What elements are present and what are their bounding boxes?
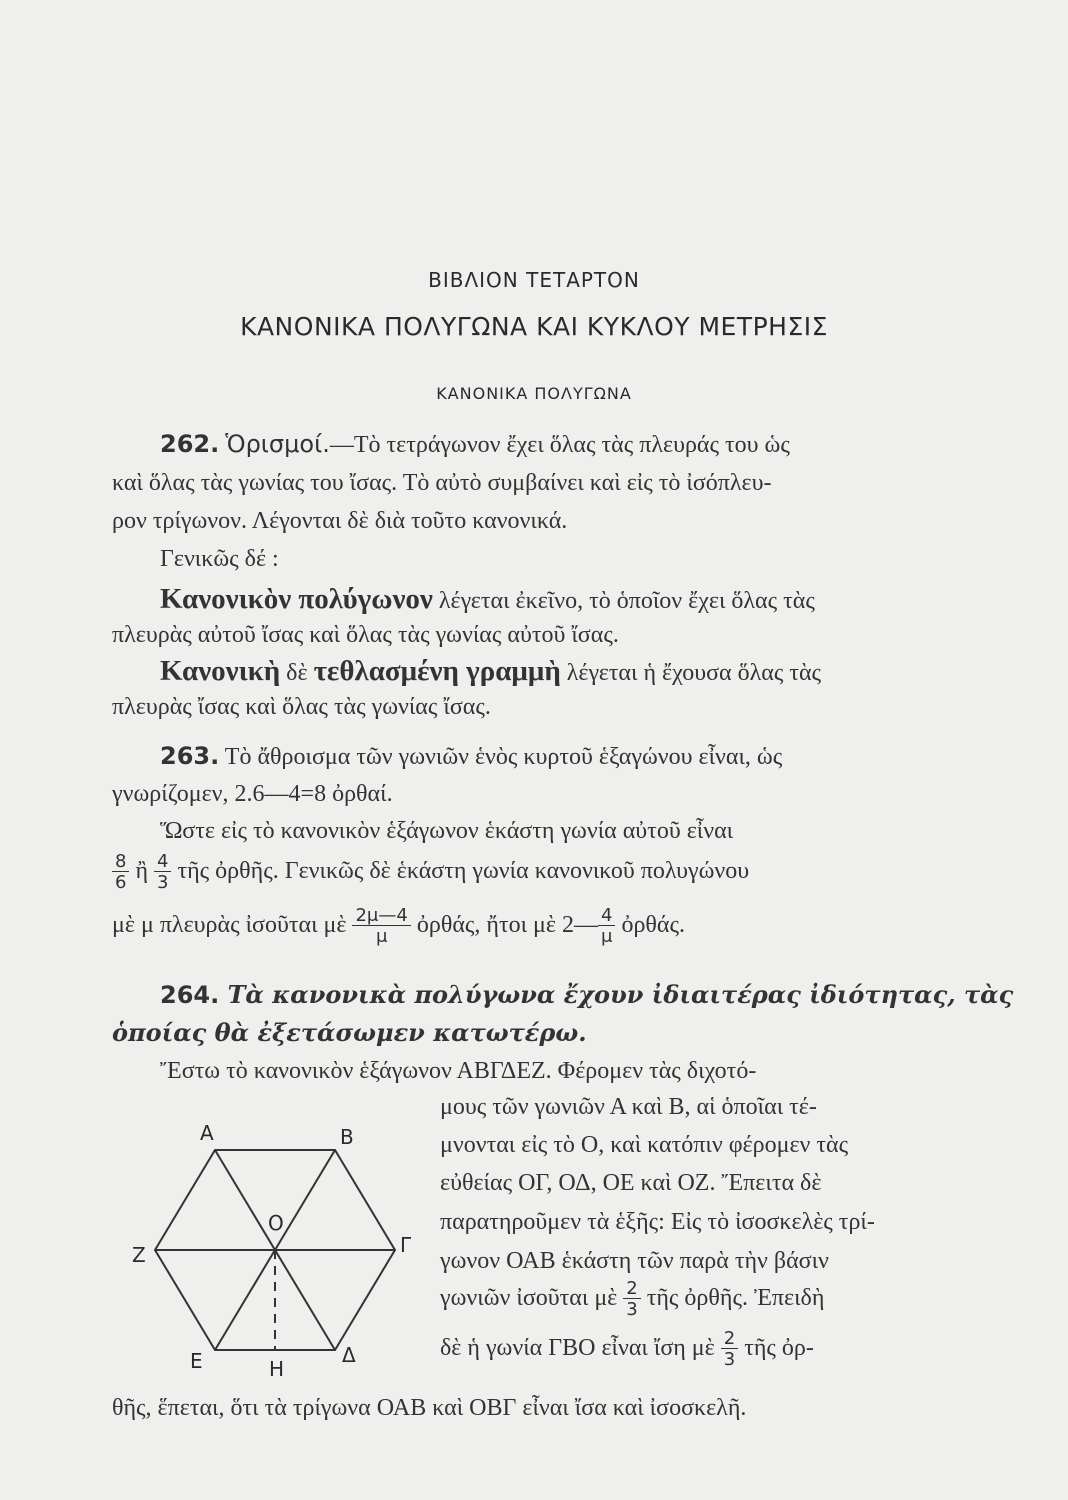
numerator: 4 bbox=[598, 907, 615, 926]
definition-polyline bbox=[160, 655, 821, 688]
definition-polygon-line2: πλευρὰς αὐτοῦ ἴσας καὶ ὅλας τὰς γωνίας αὐτοῦ ἴσας. bbox=[112, 622, 619, 648]
para-264-r5: γωνον ΟΑΒ ἑκάστη τῶν παρὰ τὴν βάσιν bbox=[440, 1248, 829, 1274]
denominator: 3 bbox=[723, 1349, 736, 1370]
para-264-last: θῆς, ἕπεται, ὅτι τὰ τρίγωνα ΟΑΒ καὶ ΟΒΓ εἶναι ἴσα καὶ ἰσοσκελῆ. bbox=[112, 1395, 747, 1421]
para-264-heading-line2 bbox=[112, 1018, 587, 1048]
label-Z: Ζ bbox=[132, 1243, 146, 1267]
para-264-r4: παρατηροῦμεν τὰ ἑξῆς: Εἰς τὸ ἰσοσκελὲς τρί- bbox=[440, 1209, 875, 1235]
text: Τὸ ἄθροισμα τῶν γωνιῶν ἑνὸς κυρτοῦ ἑξαγώνου εἶναι, ὡς bbox=[219, 744, 783, 770]
denominator: μ bbox=[601, 926, 613, 947]
term-regular-polygon: Κανονικὸν πολύγωνον bbox=[160, 583, 433, 615]
para-262-line3: ρον τρίγωνον. Λέγονται δὲ διὰ τοῦτο κανονικά. bbox=[112, 508, 568, 534]
fraction-2mu-4-mu bbox=[352, 907, 410, 946]
text: ὀρθάς, ἤτοι μὲ 2— bbox=[410, 912, 598, 939]
label-H: Η bbox=[269, 1357, 285, 1380]
numerator: 2 bbox=[623, 1280, 640, 1299]
numerator: 2 bbox=[721, 1330, 738, 1349]
text: δὲ bbox=[280, 660, 314, 686]
denominator: μ bbox=[375, 926, 388, 947]
label-A: Α bbox=[200, 1121, 214, 1145]
text: τῆς ὀρθῆς. Γενικῶς δὲ ἑκάστη γωνία κανονικοῦ πολυγώνου bbox=[171, 858, 750, 885]
section-number-262: 262. bbox=[160, 430, 220, 458]
numerator: 8 bbox=[112, 853, 129, 872]
para-263-line3: Ὥστε εἰς τὸ κανονικὸν ἑξάγωνον ἑκάστη γωνία αὐτοῦ εἶναι bbox=[160, 818, 734, 844]
definition-polygon bbox=[160, 583, 815, 616]
para-264-heading bbox=[160, 980, 1013, 1010]
fraction-4-3 bbox=[154, 853, 171, 892]
text: ὁποίας θὰ ἐξετάσωμεν κατωτέρω. bbox=[112, 1018, 587, 1047]
para-264-intro: Ἔστω τὸ κανονικὸν ἑξάγωνον ΑΒΓΔΕΖ. Φέρομεν τὰς διχοτό- bbox=[160, 1058, 757, 1084]
text: μὲ μ πλευρὰς ἰσοῦται μὲ bbox=[112, 912, 353, 939]
para-264-r6 bbox=[440, 1280, 824, 1319]
section-number-263: 263. bbox=[160, 742, 220, 770]
para-263-line2: γνωρίζομεν, 2.6—4=8 ὀρθαί. bbox=[112, 781, 393, 807]
label-G: Γ bbox=[400, 1233, 412, 1257]
denominator: 3 bbox=[157, 872, 169, 893]
para-264-r1: μους τῶν γωνιῶν Α καὶ Β, αἱ ὁποῖαι τέ- bbox=[440, 1094, 817, 1120]
section-title: ΚΑΝΟΝΙΚΑ ΠΟΛΥΓΩΝΑ bbox=[436, 384, 632, 403]
chapter-title: ΚΑΝΟΝΙΚΑ ΠΟΛΥΓΩΝΑ ΚΑΙ ΚΥΚΛΟΥ ΜΕΤΡΗΣΙΣ bbox=[240, 312, 828, 341]
definition-polyline-line2: πλευρὰς ἴσας καὶ ὅλας τὰς γωνίας ἴσας. bbox=[112, 694, 491, 720]
numerator: 2μ—4 bbox=[352, 907, 410, 926]
fraction-2-3 bbox=[721, 1330, 738, 1369]
para-263-line4 bbox=[112, 853, 749, 892]
fraction-4-mu bbox=[598, 907, 615, 946]
term-polyline: τεθλασμένη γραμμὴ bbox=[313, 655, 561, 687]
section-number-264: 264. bbox=[160, 981, 220, 1009]
para-263-line1 bbox=[160, 742, 782, 771]
hexagon-figure bbox=[120, 1100, 420, 1380]
para-264-r2: μνονται εἰς τὸ Ο, καὶ κατόπιν φέρομεν τὰς bbox=[440, 1132, 849, 1158]
para-264-r3: εὐθείας ΟΓ, ΟΔ, ΟΕ καὶ ΟΖ. Ἔπειτα δὲ bbox=[440, 1170, 822, 1196]
denominator: 3 bbox=[626, 1299, 638, 1320]
text: ὀρθάς. bbox=[615, 912, 686, 939]
book-heading: ΒΙΒΛΙΟΝ ΤΕΤΑΡΤΟΝ bbox=[428, 268, 640, 292]
numerator: 4 bbox=[154, 853, 171, 872]
fraction-2-3 bbox=[623, 1280, 640, 1319]
denominator: 6 bbox=[115, 872, 127, 893]
para-262-line2: καὶ ὅλας τὰς γωνίας του ἴσας. Τὸ αὐτὸ συμβαίνει καὶ εἰς τὸ ἰσόπλευ- bbox=[112, 470, 772, 496]
para-264-r7 bbox=[440, 1330, 814, 1369]
para-262-line4: Γενικῶς δέ : bbox=[160, 546, 279, 572]
text: λέγεται ἐκεῖνο, τὸ ὁποῖον ἔχει ὅλας τὰς bbox=[432, 588, 815, 614]
label-D: Δ bbox=[342, 1343, 356, 1367]
definitions-heading: Ὁρισμοί. bbox=[225, 430, 330, 458]
text: γωνιῶν ἰσοῦται μὲ bbox=[440, 1285, 624, 1312]
para-262-line1 bbox=[160, 430, 790, 459]
term-regular: Κανονικὴ bbox=[160, 655, 281, 687]
fraction-8-6 bbox=[112, 853, 129, 892]
label-O: Ο bbox=[268, 1211, 284, 1235]
label-B: Β bbox=[340, 1125, 354, 1149]
text: —Τὸ τετράγωνον ἔχει ὅλας τὰς πλευράς του ὡς bbox=[329, 432, 790, 458]
text: λέγεται ἡ ἔχουσα ὅλας τὰς bbox=[560, 660, 822, 686]
para-263-line5 bbox=[112, 907, 685, 946]
text: Τὰ κανονικὰ πολύγωνα ἔχουν ἰδιαιτέρας ἰδιότητας, τὰς bbox=[219, 980, 1014, 1009]
text: τῆς ὀρθῆς. Ἐπειδὴ bbox=[640, 1285, 825, 1312]
label-E: Ε bbox=[190, 1349, 203, 1373]
text: τῆς ὀρ- bbox=[738, 1335, 814, 1362]
text: δὲ ἡ γωνία ΓΒΟ εἶναι ἴση μὲ bbox=[440, 1335, 721, 1362]
text: ἢ bbox=[129, 858, 155, 885]
